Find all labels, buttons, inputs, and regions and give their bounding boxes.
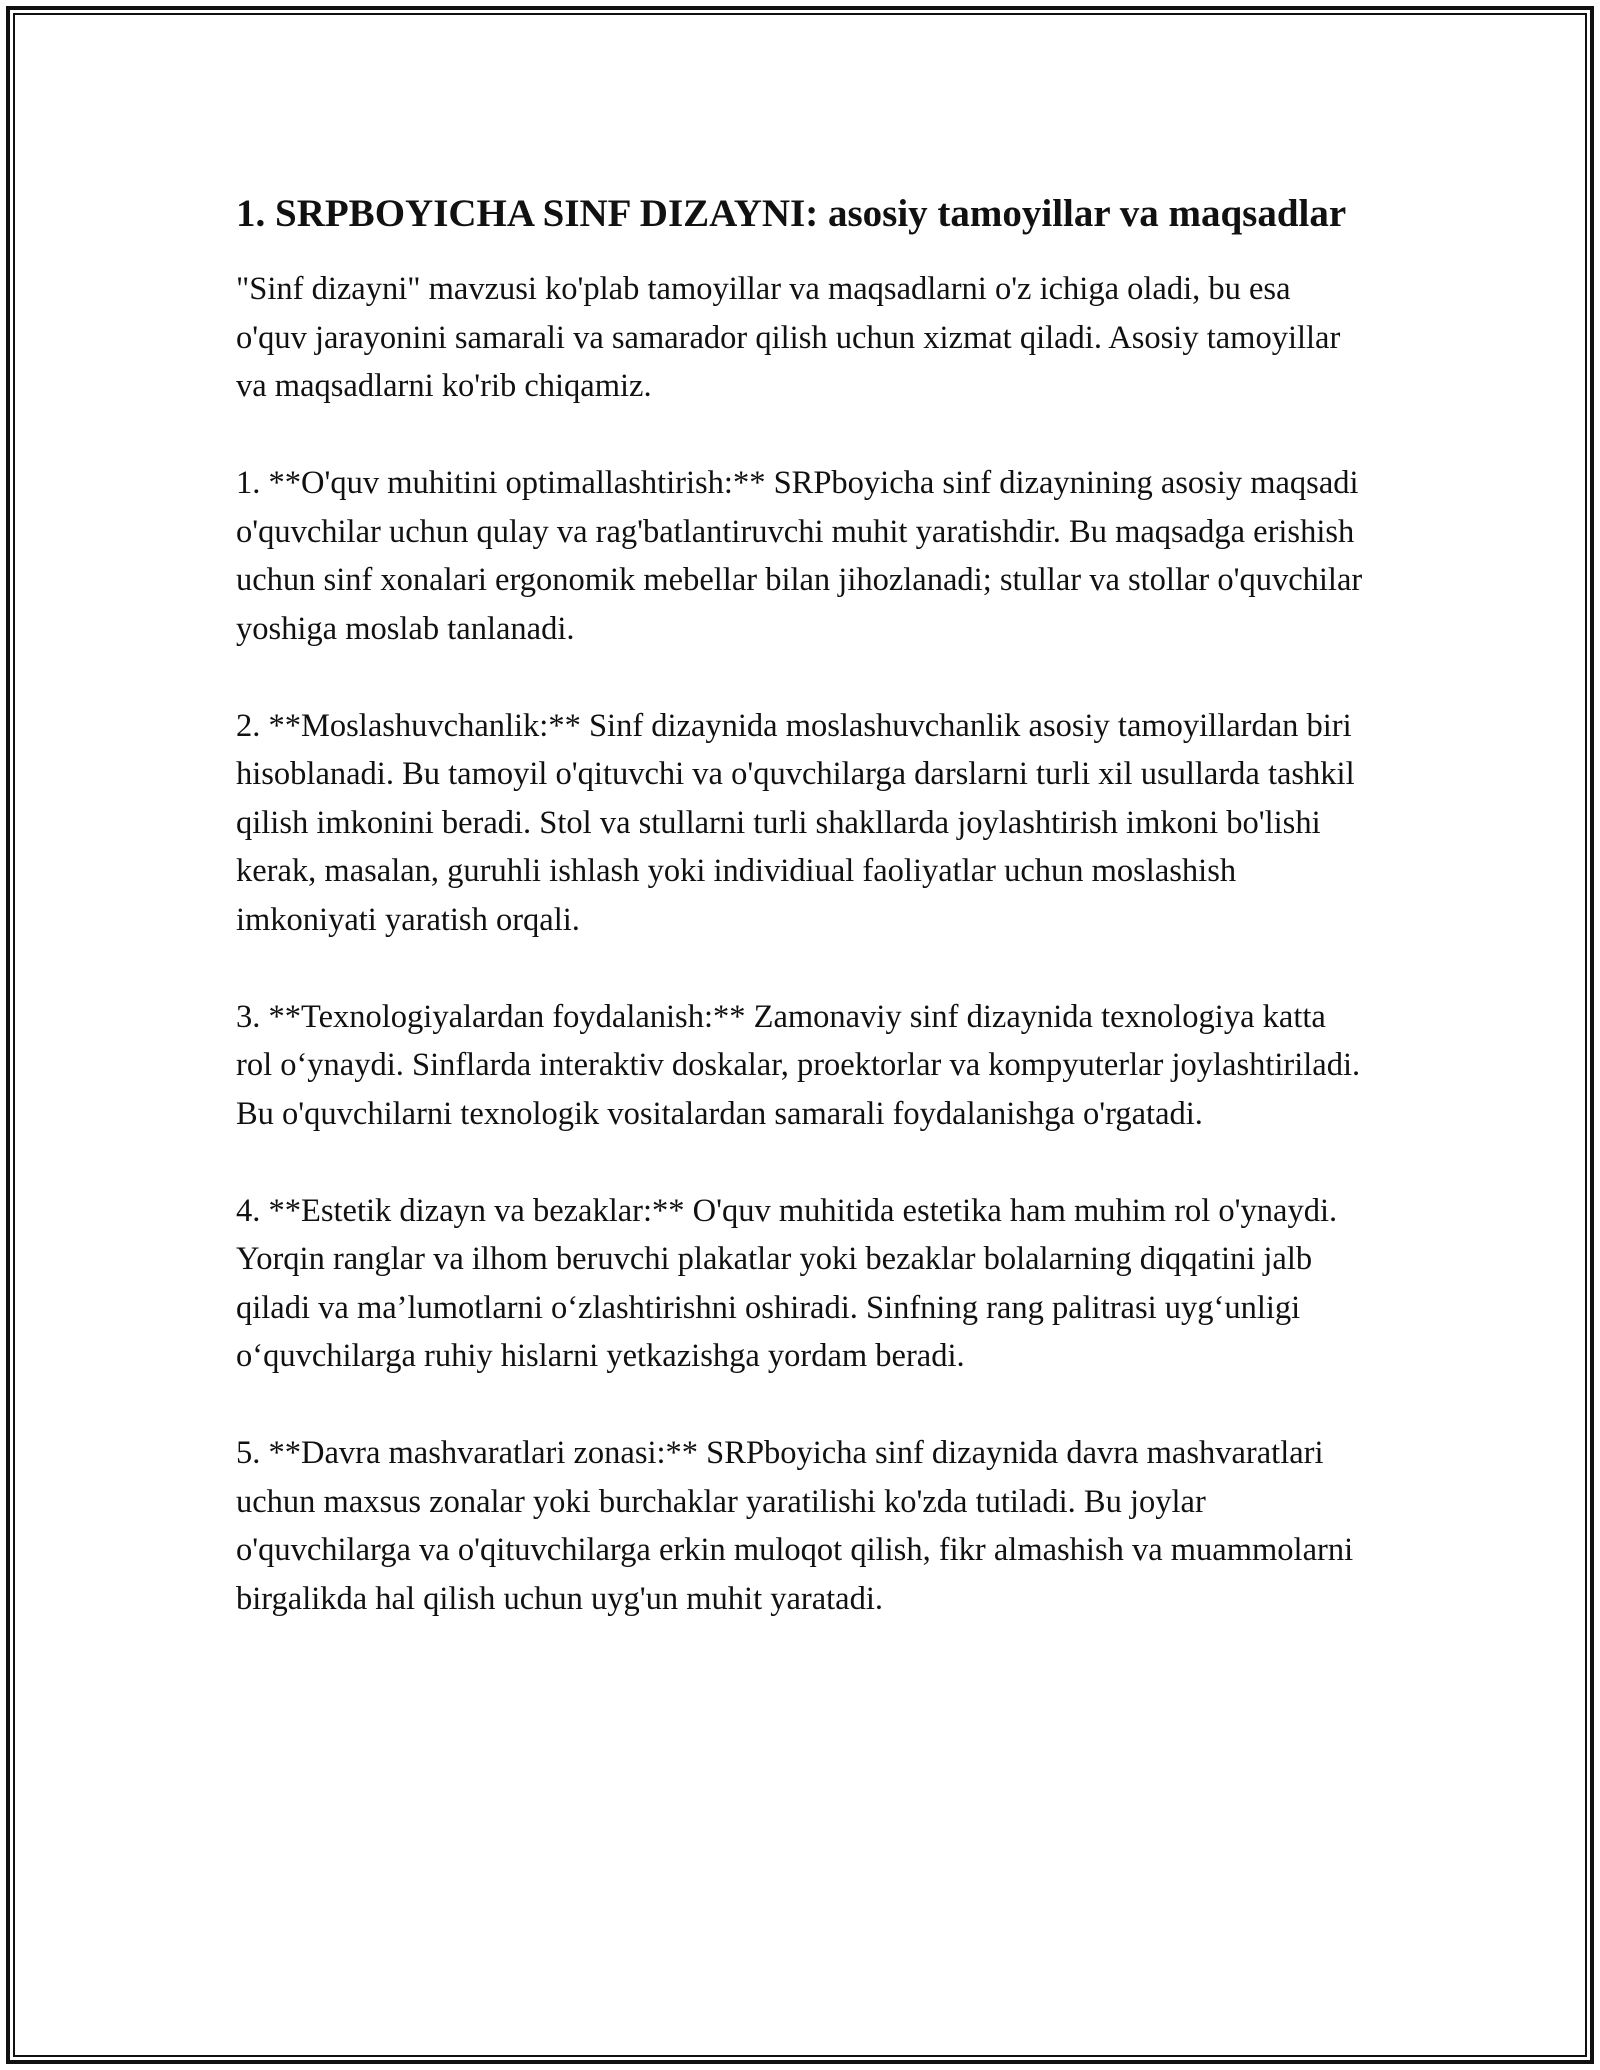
paragraph-gap xyxy=(236,653,1366,702)
list-item-2: 2. **Moslashuvchanlik:** Sinf dizaynida moslashuvchanlik asosiy tamoyillardan biri hisoblanadi. Bu tamoyil o'qituvchi va o'quvchilarga darslarni turli xil usullarda tashkil qilish imkonini beradi. Stol va stullarni turli shakllarda joylashtirish imkoni bo'lishi kerak, masalan, guruhli ishlash yoki individiual faoliyatlar uchun moslashish imkoniyati yaratish orqali. xyxy=(236,707,1355,938)
document-title: 1. SRPBOYICHA SINF DIZAYNI: asosiy tamoyillar va maqsadlar xyxy=(236,192,1347,235)
paragraph-gap xyxy=(236,1381,1366,1430)
list-item-4: 4. **Estetik dizayn va bezaklar:** O'quv muhitida estetika ham muhim rol o'ynaydi. Yorqin ranglar va ilhom beruvchi plakatlar yoki bezaklar bolalarning diqqatini jalb qiladi va ma’lumotlarni o‘zlashtirishni oshiradi. Sinfning rang palitrasi uyg‘unligi o‘quvchilarga ruhiy hislarni yetkazishga yordam beradi. xyxy=(236,1192,1338,1374)
list-item-5: 5. **Davra mashvaratlari zonasi:** SRPboyicha sinf dizaynida davra mashvaratlari uchun maxsus zonalar yoki burchaklar yaratilishi ko'zda tutiladi. Bu joylar o'quvchilarga va o'qituvchilarga erkin muloqot qilish, fikr almashish va muammolarni birgalikda hal qilish uchun uyg'un muhit yaratadi. xyxy=(236,1435,1354,1617)
intro-paragraph: "Sinf dizayni" mavzusi ko'plab tamoyillar va maqsadlarni o'z ichiga oladi, bu esa o'quv jarayonini samarali va samarador qilish uchun xizmat qiladi. Asosiy tamoyillar va maqsadlarni ko'rib chiqamiz. xyxy=(236,271,1341,404)
list-item-1: 1. **O'quv muhitini optimallashtirish:** SRPboyicha sinf dizaynining asosiy maqsadi o'quvchilar uchun qulay va rag'batlantiruvchi muhit yaratishdir. Bu maqsadga erishish uchun sinf xonalari ergonomik mebellar bilan jihozlanadi; stullar va stollar o'quvchilar yoshiga moslab tanlanadi. xyxy=(236,465,1363,647)
paragraph-gap xyxy=(236,411,1366,460)
list-item-3: 3. **Texnologiyalardan foydalanish:** Zamonaviy sinf dizaynida texnologiya katta rol o‘ynaydi. Sinflarda interaktiv doskalar, proektorlar va kompyuterlar joylashtiriladi. Bu o'quvchilarni texnologik vositalardan samarali foydalanishga o'rgatadi. xyxy=(236,998,1361,1132)
document-body xyxy=(236,186,1366,1623)
paragraph-gap xyxy=(236,1138,1366,1187)
paragraph-gap xyxy=(236,944,1366,993)
